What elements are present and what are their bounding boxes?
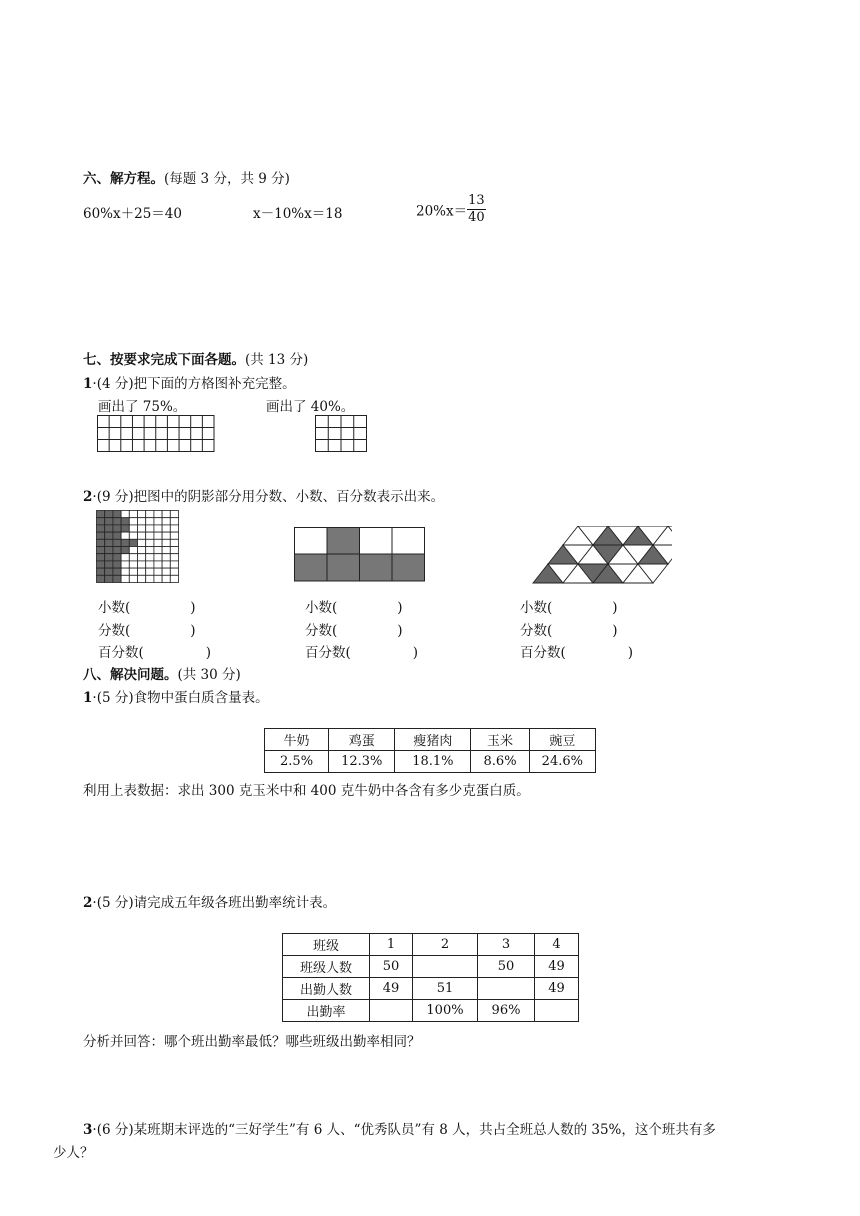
grid-cell xyxy=(105,525,113,532)
table-header-cell: 牛奶 xyxy=(265,729,329,751)
grid-cell xyxy=(121,532,129,539)
grid-cell xyxy=(162,539,170,546)
close-paren: ) xyxy=(627,645,634,661)
grid-cell xyxy=(170,575,178,582)
table-cell: 96% xyxy=(478,1000,535,1022)
decimal-label: 小数( xyxy=(98,600,131,616)
grid-cell xyxy=(162,532,170,539)
grid-a xyxy=(97,415,215,453)
grid-cell xyxy=(97,525,105,532)
question-dot: · xyxy=(92,489,97,505)
grid-cell xyxy=(113,575,121,582)
percent-label: 百分数( xyxy=(98,645,144,661)
equation-3 xyxy=(416,193,486,226)
table-cell: 班级 xyxy=(283,934,370,956)
table-cell xyxy=(535,1000,579,1022)
grid-cell xyxy=(170,518,178,525)
grid-cell xyxy=(129,568,137,575)
grid-cell xyxy=(170,532,178,539)
grid-cell xyxy=(129,511,137,518)
section-7-title: 七、按要求完成下面各题。 xyxy=(83,352,245,368)
table-header-cell: 鸡蛋 xyxy=(329,729,395,751)
question-number: 2 xyxy=(83,489,93,505)
hundred-grid-figure xyxy=(96,510,180,584)
table-cell: 3 xyxy=(478,934,535,956)
grid-cell xyxy=(138,525,146,532)
grid-cell xyxy=(121,568,129,575)
grid-cell xyxy=(162,511,170,518)
fig2-percent xyxy=(305,641,418,661)
table-cell: 50 xyxy=(370,956,413,978)
section-6-title: 六、解方程。 xyxy=(83,171,164,187)
table-cell: 2 xyxy=(413,934,478,956)
question-8-1-prompt: 利用上表数据：求出 300 克玉米中和 400 克牛奶中各含有多少克蛋白质。 xyxy=(83,783,530,799)
grid-cell xyxy=(170,539,178,546)
grid-cell xyxy=(97,561,105,568)
grid-cell xyxy=(138,539,146,546)
question-dot: · xyxy=(92,1122,97,1138)
grid-cell xyxy=(105,547,113,554)
grid-cell xyxy=(154,547,162,554)
question-score: (6 分) xyxy=(96,1122,134,1138)
table-header-cell: 瘦猪肉 xyxy=(395,729,471,751)
grid-cell xyxy=(162,518,170,525)
grid-cell xyxy=(154,525,162,532)
grid-cell xyxy=(162,561,170,568)
grid-cell xyxy=(138,518,146,525)
grid-cell xyxy=(113,561,121,568)
grid-cell xyxy=(170,511,178,518)
grid-cell xyxy=(138,547,146,554)
question-score: (5 分) xyxy=(96,690,134,706)
section-7-note: (共 13 分) xyxy=(245,352,309,368)
attendance-row xyxy=(283,978,579,1000)
grid-cell xyxy=(129,575,137,582)
fraction-label: 分数( xyxy=(520,623,553,639)
grid-cell xyxy=(170,561,178,568)
grid-cell xyxy=(146,575,154,582)
grid-cell xyxy=(105,561,113,568)
table-header-cell: 玉米 xyxy=(471,729,529,751)
grid-cell xyxy=(97,575,105,582)
close-paren: ) xyxy=(397,623,403,639)
fig1-fraction xyxy=(98,619,196,639)
grid-cell xyxy=(97,547,105,554)
question-number: 1 xyxy=(83,376,93,392)
question-text: 请完成五年级各班出勤率统计表。 xyxy=(133,895,337,911)
grid-cell xyxy=(121,575,129,582)
question-7-1 xyxy=(83,372,296,392)
grid-cell xyxy=(146,511,154,518)
fraction-denominator: 40 xyxy=(468,210,485,225)
grid-cell xyxy=(121,511,129,518)
grid-cell xyxy=(154,568,162,575)
fig1-percent xyxy=(98,641,211,661)
close-paren: ) xyxy=(612,600,618,616)
fraction-label: 分数( xyxy=(98,623,131,639)
grid-cell xyxy=(129,561,137,568)
grid-cell xyxy=(97,539,105,546)
table-cell: 24.6% xyxy=(529,751,595,773)
fraction-numerator: 13 xyxy=(468,193,485,208)
close-paren: ) xyxy=(397,600,403,616)
grid-cell xyxy=(113,539,121,546)
grid-cell xyxy=(105,532,113,539)
grid-cell xyxy=(146,518,154,525)
grid-cell xyxy=(129,554,137,561)
close-paren: ) xyxy=(205,645,212,661)
percent-label: 百分数( xyxy=(305,645,351,661)
grid-cell xyxy=(154,518,162,525)
table-cell xyxy=(413,956,478,978)
grid-cell xyxy=(105,539,113,546)
table-cell: 50 xyxy=(478,956,535,978)
decimal-label: 小数( xyxy=(520,600,553,616)
grid-cell xyxy=(146,568,154,575)
decimal-label: 小数( xyxy=(305,600,338,616)
grid-cell xyxy=(154,575,162,582)
section-7-heading xyxy=(83,348,308,368)
table-cell: 12.3% xyxy=(329,751,395,773)
grid-cell xyxy=(170,547,178,554)
question-score: (4 分) xyxy=(96,376,134,392)
table-cell: 100% xyxy=(413,1000,478,1022)
grid-cell xyxy=(121,561,129,568)
equation-2: x－10%x＝18 xyxy=(253,206,343,222)
grid-cell xyxy=(105,554,113,561)
grid-cell xyxy=(170,568,178,575)
grid-cell xyxy=(129,547,137,554)
grid-cell xyxy=(129,532,137,539)
grid-cell xyxy=(129,525,137,532)
question-score: (9 分) xyxy=(96,489,134,505)
grid-cell xyxy=(170,525,178,532)
grid-cell xyxy=(162,525,170,532)
question-score: (5 分) xyxy=(96,895,134,911)
section-6-heading xyxy=(83,167,290,187)
table-cell: 8.6% xyxy=(471,751,529,773)
question-text: 把图中的阴影部分用分数、小数、百分数表示出来。 xyxy=(133,489,445,505)
close-paren: ) xyxy=(412,645,419,661)
grid-cell xyxy=(146,561,154,568)
section-8-heading xyxy=(83,663,241,683)
attendance-row xyxy=(283,1000,579,1022)
grid-cell xyxy=(138,532,146,539)
grid-cell xyxy=(162,547,170,554)
table-cell: 1 xyxy=(370,934,413,956)
grid-a-label: 画出了 75%。 xyxy=(98,399,187,415)
close-paren: ) xyxy=(190,623,196,639)
question-8-1 xyxy=(83,686,269,706)
grid-cell xyxy=(138,575,146,582)
grid-cell xyxy=(113,568,121,575)
grid-cell xyxy=(97,518,105,525)
grid-cell xyxy=(138,511,146,518)
section-8-title: 八、解决问题。 xyxy=(83,667,178,683)
table-cell: 4 xyxy=(535,934,579,956)
fig2-fraction xyxy=(305,619,403,639)
question-text: 把下面的方格图补充完整。 xyxy=(133,376,296,392)
attendance-table xyxy=(282,933,579,1022)
grid-cell xyxy=(162,575,170,582)
percent-label: 百分数( xyxy=(520,645,566,661)
equation-1: 60%x＋25＝40 xyxy=(83,206,182,222)
table-cell: 班级人数 xyxy=(283,956,370,978)
grid-cell xyxy=(105,518,113,525)
grid-cell xyxy=(113,532,121,539)
question-number: 3 xyxy=(83,1122,93,1138)
question-8-3 xyxy=(83,1118,716,1138)
attendance-row xyxy=(283,956,579,978)
grid-cell xyxy=(97,511,105,518)
grid-b-label: 画出了 40%。 xyxy=(266,399,355,415)
equation-3-fraction xyxy=(467,193,486,226)
equation-3-lhs: 20%x＝ xyxy=(416,203,468,220)
grid-cell xyxy=(170,554,178,561)
grid-cell xyxy=(113,525,121,532)
table-cell: 49 xyxy=(535,956,579,978)
table-cell xyxy=(370,1000,413,1022)
question-dot: · xyxy=(92,895,97,911)
protein-table xyxy=(264,728,596,773)
grid-cell xyxy=(105,511,113,518)
question-7-2 xyxy=(83,485,444,505)
question-number: 2 xyxy=(83,895,93,911)
grid-cell xyxy=(121,518,129,525)
fig3-percent xyxy=(520,641,633,661)
table-cell: 出勤人数 xyxy=(283,978,370,1000)
grid-cell xyxy=(146,554,154,561)
question-text: 某班期末评选的“三好学生”有 6 人、“优秀队员”有 8 人，共占全班总人数的 35%，这个班共有多 xyxy=(133,1122,716,1138)
table-cell xyxy=(478,978,535,1000)
protein-value-row xyxy=(265,751,596,773)
grid-cell xyxy=(105,568,113,575)
grid-cell xyxy=(113,518,121,525)
grid-cell xyxy=(97,568,105,575)
grid-b xyxy=(315,415,368,453)
grid-cell xyxy=(113,547,121,554)
question-8-2 xyxy=(83,891,336,911)
table-cell: 2.5% xyxy=(265,751,329,773)
rectangles-figure xyxy=(294,527,426,583)
attendance-row xyxy=(283,934,579,956)
question-8-2-prompt: 分析并回答：哪个班出勤率最低？哪些班级出勤率相同？ xyxy=(83,1034,421,1050)
table-cell: 49 xyxy=(370,978,413,1000)
table-cell: 出勤率 xyxy=(283,1000,370,1022)
question-8-3-continuation: 少人？ xyxy=(53,1145,94,1161)
protein-header-row xyxy=(265,729,596,751)
grid-cell xyxy=(154,532,162,539)
question-text: 食物中蛋白质含量表。 xyxy=(133,690,269,706)
parallelogram-figure xyxy=(530,526,672,586)
grid-cell xyxy=(138,554,146,561)
grid-cell xyxy=(121,539,129,546)
grid-cell xyxy=(146,525,154,532)
grid-cell xyxy=(105,575,113,582)
grid-cell xyxy=(113,554,121,561)
grid-cell xyxy=(97,532,105,539)
grid-cell xyxy=(138,561,146,568)
fig3-fraction xyxy=(520,619,618,639)
fig2-decimal xyxy=(305,596,403,616)
grid-cell xyxy=(162,554,170,561)
grid-cell xyxy=(146,539,154,546)
table-cell: 49 xyxy=(535,978,579,1000)
grid-cell xyxy=(129,539,137,546)
question-dot: · xyxy=(92,376,97,392)
grid-cell xyxy=(154,561,162,568)
section-6-note: (每题 3 分，共 9 分) xyxy=(164,171,290,187)
section-8-note: (共 30 分) xyxy=(177,667,241,683)
table-cell: 18.1% xyxy=(395,751,471,773)
grid-cell xyxy=(129,518,137,525)
grid-cell xyxy=(154,539,162,546)
grid-cell xyxy=(146,532,154,539)
question-number: 1 xyxy=(83,690,93,706)
close-paren: ) xyxy=(190,600,196,616)
fraction-label: 分数( xyxy=(305,623,338,639)
grid-cell xyxy=(138,568,146,575)
fig1-decimal xyxy=(98,596,196,616)
fig3-decimal xyxy=(520,596,618,616)
grid-cell xyxy=(146,547,154,554)
question-dot: · xyxy=(92,690,97,706)
grid-cell xyxy=(154,554,162,561)
grid-cell xyxy=(154,511,162,518)
grid-cell xyxy=(113,511,121,518)
grid-cell xyxy=(121,525,129,532)
close-paren: ) xyxy=(612,623,618,639)
table-header-cell: 豌豆 xyxy=(529,729,595,751)
grid-cell xyxy=(121,547,129,554)
grid-cell xyxy=(162,568,170,575)
grid-cell xyxy=(121,554,129,561)
grid-cell xyxy=(97,554,105,561)
table-cell: 51 xyxy=(413,978,478,1000)
